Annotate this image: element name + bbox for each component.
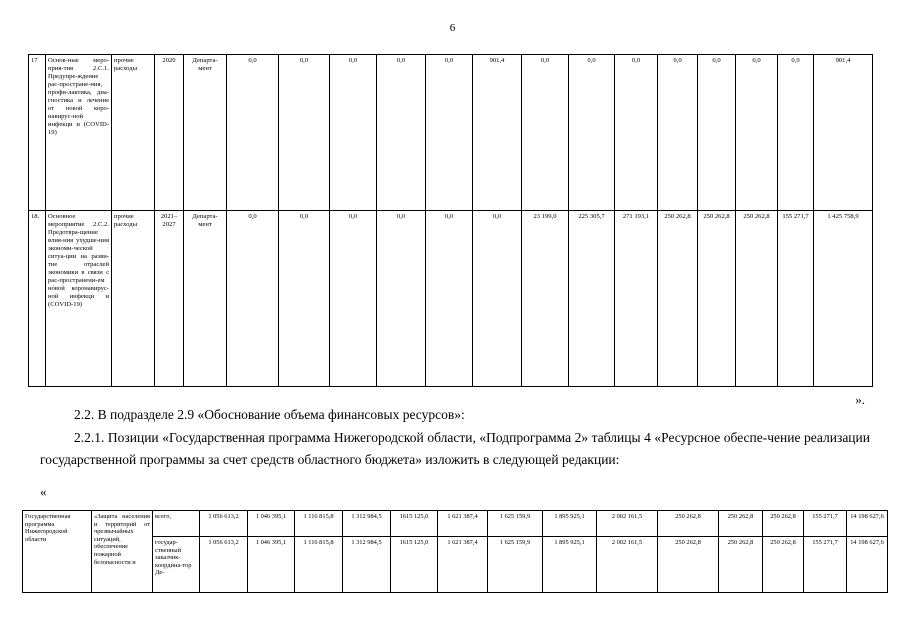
value-cell: 250 262,8 [658,511,719,537]
row-number-cell: 17 [29,55,46,211]
value-cell: 0,0 [778,55,814,211]
funding-source-cell: всего, [153,511,200,537]
value-cell: 1 425 758,9 [814,211,873,387]
executor-cell: Департа-мент [184,211,227,387]
value-cell: 1 625 159,9 [488,511,543,537]
value-cell: 0,0 [426,211,473,387]
value-cell: 0,0 [698,55,736,211]
page-number: 6 [449,22,456,34]
value-cell: 0,0 [615,55,658,211]
row-number-cell: 18. [29,211,46,387]
value-cell: 1615 125,0 [391,511,438,537]
expense-type-cell: прочие расходы [112,55,155,211]
value-cell: 0,0 [473,211,522,387]
resource-table-bottom [22,510,888,593]
value-cell: 1 046 395,1 [248,537,295,593]
value-cell: 1 621 387,4 [438,537,488,593]
value-cell: 1 056 613,2 [200,537,248,593]
value-cell: 155 271,7 [778,211,814,387]
value-cell: 0,0 [279,211,330,387]
value-cell: 0,0 [279,55,330,211]
closing-quote-mark: ». [855,392,865,407]
expenditure-table-top [28,54,873,387]
table-row [29,211,873,387]
subprogram-name-cell: «Защита населения и территорий от чрезвычайных ситуаций, обеспечение пожарной безопасности и [92,511,153,593]
value-cell: 0,0 [522,55,569,211]
value-cell: 23 199,0 [522,211,569,387]
paragraph-2-2: 2.2. В подразделе 2.9 «Обоснование объема финансовых ресурсов»: [74,407,465,422]
value-cell: 155 271,7 [804,511,847,537]
measure-name-cell: Основное мероприятие 2.С.2. Предотвра-щение влия-ния ухудше-ния экономи-ческой ситуа-ции на разви-тие отраслей экономики в связи с рас-пространени-ем новой коронавирус-ной инфекци и (COVID-19) [46,211,112,387]
value-cell: 250 262,8 [719,537,763,593]
measure-name-cell: Основ-ные меро-прия-тия 2.С.1. Предупре-ждение рас-простране-ния, профи-лактика, диа-гностика и лечение от новой коро-навирус-ной инфекци и (COVID-19) [46,55,112,211]
value-cell: 1 895 925,1 [543,537,597,593]
value-cell: 0,0 [569,55,615,211]
value-cell: 1 625 159,9 [488,537,543,593]
executor-cell: Департа-мент [184,55,227,211]
value-cell: 2 002 161,5 [597,511,658,537]
value-cell: 901,4 [814,55,873,211]
value-cell: 0,0 [330,55,377,211]
value-cell: 0,0 [377,55,426,211]
value-cell: 0,0 [377,211,426,387]
value-cell: 250 262,8 [763,537,804,593]
funding-source-cell: государ-ственный заказчик-координа-тор Де- [153,537,200,593]
value-cell: 0,0 [227,211,279,387]
value-cell: 0,0 [658,55,698,211]
value-cell: 1 046 395,1 [248,511,295,537]
period-cell: 2020 [155,55,184,211]
value-cell: 1 056 613,2 [200,511,248,537]
value-cell: 1 621 387,4 [438,511,488,537]
value-cell: 2 002 161,5 [597,537,658,593]
opening-quote-mark: « [40,484,47,499]
value-cell: 0,0 [736,55,778,211]
value-cell: 155 271,7 [804,537,847,593]
table-row [29,55,873,211]
value-cell: 1 116 815,8 [295,537,343,593]
value-cell: 1 116 815,8 [295,511,343,537]
value-cell: 14 198 627,6 [847,537,888,593]
value-cell: 225 305,7 [569,211,615,387]
value-cell: 1 895 925,1 [543,511,597,537]
value-cell: 250 262,8 [658,211,698,387]
value-cell: 1615 125,0 [391,537,438,593]
expense-type-cell: прочие расходы [112,211,155,387]
value-cell: 0,0 [426,55,473,211]
paragraph-2-2-1: 2.2.1. Позиции «Государственная программа Нижегородской области, «Подпрограмма 2» таблицы 4 «Ресурсное обеспе-чение реализации государственной программы за счет средств областного бюджета» изложить в следующей редакции: [40,430,870,467]
period-cell: 2021–2027 [155,211,184,387]
table-row [23,537,888,593]
value-cell: 901,4 [473,55,522,211]
program-name-cell: Государственная программа Нижегородской области [23,511,92,593]
value-cell: 0,0 [227,55,279,211]
value-cell: 0,0 [330,211,377,387]
value-cell: 14 198 627,6 [847,511,888,537]
value-cell: 250 262,8 [736,211,778,387]
value-cell: 250 262,8 [658,537,719,593]
value-cell: 271 193,1 [615,211,658,387]
value-cell: 1 312 984,5 [343,511,391,537]
value-cell: 250 262,8 [763,511,804,537]
table-row [23,511,888,537]
value-cell: 250 262,8 [698,211,736,387]
value-cell: 250 262,8 [719,511,763,537]
value-cell: 1 312 984,5 [343,537,391,593]
